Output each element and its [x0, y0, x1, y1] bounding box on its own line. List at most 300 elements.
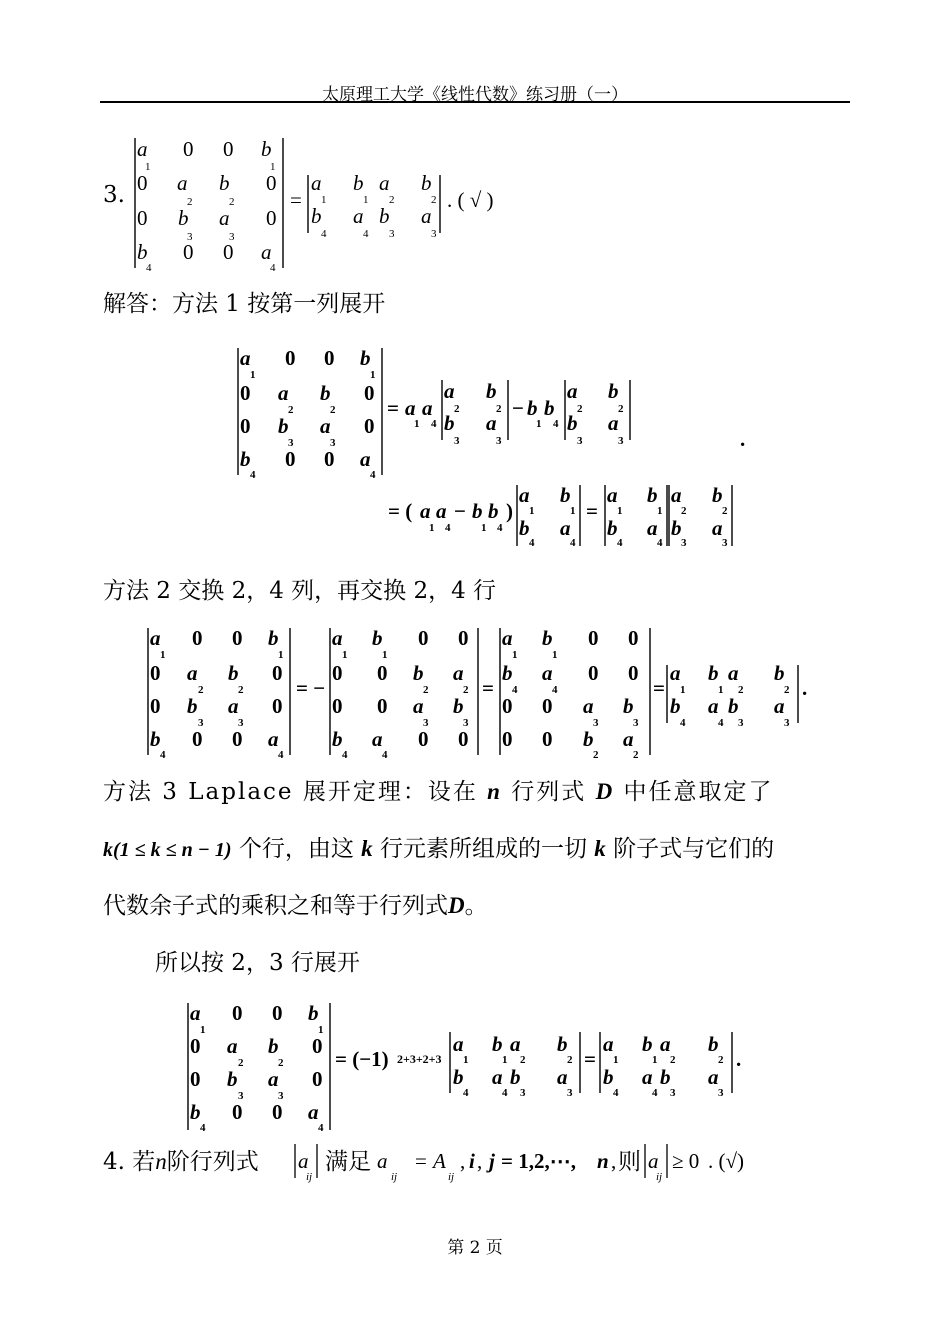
svg-text:0: 0	[542, 727, 553, 751]
svg-text:i: i	[469, 1149, 475, 1173]
svg-text:b: b	[567, 411, 578, 435]
svg-text:b: b	[519, 516, 530, 540]
svg-text:a: a	[413, 694, 424, 718]
svg-text:4: 4	[318, 1122, 324, 1134]
svg-text:4: 4	[363, 228, 369, 240]
svg-text:1: 1	[502, 1054, 508, 1066]
svg-text:b: b	[671, 516, 682, 540]
svg-text:1: 1	[657, 505, 663, 517]
svg-text:0: 0	[223, 240, 234, 264]
solution-method-1: 解答：方法 1 按第一列展开	[103, 291, 386, 317]
svg-text:b: b	[219, 171, 230, 195]
svg-text:b: b	[510, 1065, 521, 1089]
svg-text:4: 4	[570, 537, 576, 549]
svg-text:a: a	[177, 171, 188, 195]
svg-text:b: b	[178, 206, 189, 230]
svg-text:a: a	[519, 483, 530, 507]
svg-text:b: b	[268, 1034, 279, 1058]
svg-text:b: b	[227, 1067, 238, 1091]
svg-text:0: 0	[312, 1067, 323, 1091]
solution-method-2: 方法 2 交换 2，4 列，再交换 2，4 行	[103, 578, 497, 604]
svg-text:a: a	[642, 1065, 653, 1089]
svg-text:ij: ij	[306, 1171, 313, 1183]
svg-text:b: b	[379, 204, 390, 228]
svg-text:b: b	[137, 240, 148, 264]
svg-text:3: 3	[670, 1087, 676, 1099]
svg-text:1: 1	[278, 649, 284, 661]
svg-text:b: b	[603, 1065, 614, 1089]
svg-text:2: 2	[496, 403, 502, 415]
svg-text:4: 4	[529, 537, 535, 549]
svg-text:a: a	[379, 171, 390, 195]
svg-text:3: 3	[618, 435, 624, 447]
svg-text:a: a	[377, 1149, 388, 1173]
svg-text:a: a	[421, 204, 432, 228]
svg-text:0: 0	[240, 381, 251, 405]
svg-text:b: b	[311, 204, 322, 228]
svg-text:a: a	[320, 414, 331, 438]
problem-4-n: n	[155, 1149, 167, 1174]
svg-text:4: 4	[370, 469, 376, 480]
svg-text:b: b	[607, 516, 618, 540]
method-3-line-3	[103, 887, 488, 920]
problem-4-lead: 4. 若	[103, 1149, 156, 1175]
svg-text:3: 3	[278, 1090, 284, 1102]
method-3-text-2b: 个行，由这	[238, 836, 354, 862]
svg-text:ij: ij	[391, 1171, 398, 1183]
svg-text:b: b	[413, 661, 424, 685]
svg-text:b: b	[647, 483, 658, 507]
svg-text:b: b	[268, 626, 279, 650]
method-3-line-4: 所以按 2，3 行展开	[155, 950, 360, 976]
svg-text:b: b	[560, 483, 571, 507]
svg-text:0: 0	[377, 661, 388, 685]
method-2-equation	[140, 620, 820, 760]
method-3-text-2d: 阶子式与它们的	[613, 836, 775, 862]
svg-text:b: b	[320, 381, 331, 405]
svg-text:0: 0	[332, 661, 343, 685]
svg-text:a: a	[708, 694, 719, 718]
svg-text:a: a	[268, 727, 279, 751]
svg-text:a: a	[360, 447, 371, 471]
problem-3-number: 3.	[103, 182, 125, 208]
svg-text:0: 0	[183, 137, 194, 161]
svg-text:a: a	[420, 499, 431, 523]
svg-text:b: b	[708, 661, 719, 685]
svg-text:b: b	[278, 414, 289, 438]
svg-text:0: 0	[628, 626, 639, 650]
svg-text:2: 2	[330, 404, 336, 416]
method-3-text-3-end: 。	[464, 893, 488, 919]
svg-text:2: 2	[577, 403, 583, 415]
svg-text:a: a	[542, 661, 553, 685]
svg-text:4: 4	[278, 749, 284, 760]
svg-text:4: 4	[160, 749, 166, 760]
svg-text:a: a	[648, 1149, 659, 1173]
problem-4	[103, 1143, 259, 1176]
svg-text:a: a	[453, 1032, 464, 1056]
svg-text:−: −	[454, 499, 466, 523]
svg-text:1: 1	[481, 522, 487, 534]
svg-text:2: 2	[431, 194, 437, 206]
svg-text:a: a	[712, 516, 723, 540]
problem-4-math-1	[292, 1140, 322, 1185]
svg-text:3: 3	[718, 1087, 724, 1099]
svg-text:0: 0	[223, 137, 234, 161]
svg-text:1: 1	[250, 369, 256, 381]
svg-text:1: 1	[145, 161, 151, 173]
method-1-equation-line-2	[380, 480, 750, 550]
problem-4-mid2: 满足	[325, 1149, 371, 1175]
svg-text:1: 1	[429, 522, 435, 534]
var-d: D	[595, 779, 615, 804]
svg-text:a: a	[422, 396, 433, 420]
svg-text:0: 0	[150, 661, 161, 685]
svg-text:1: 1	[200, 1024, 206, 1036]
svg-text:a: a	[137, 137, 148, 161]
svg-text:b: b	[557, 1032, 568, 1056]
problem-4-tail	[618, 1143, 641, 1176]
svg-text:2: 2	[520, 1054, 526, 1066]
svg-text:ij: ij	[656, 1171, 663, 1183]
problem-4-then: 则	[618, 1149, 641, 1175]
svg-text:b: b	[190, 1100, 201, 1124]
problem-4-math-3	[640, 1140, 800, 1185]
svg-text:a: a	[510, 1032, 521, 1056]
svg-text:a: a	[268, 1067, 279, 1091]
svg-text:1: 1	[342, 649, 348, 661]
svg-text:=: =	[415, 1149, 427, 1173]
svg-text:1: 1	[463, 1054, 469, 1066]
svg-text:3: 3	[187, 231, 193, 243]
svg-text:a: a	[492, 1065, 503, 1089]
svg-text:0: 0	[332, 694, 343, 718]
svg-text:4: 4	[680, 717, 686, 729]
svg-text:3: 3	[330, 437, 336, 449]
svg-text:1: 1	[529, 505, 535, 517]
k-range: k(1 ≤ k ≤ n − 1)	[103, 839, 232, 861]
svg-text:2: 2	[738, 684, 744, 696]
svg-text:0: 0	[418, 727, 429, 751]
svg-text:2: 2	[593, 749, 599, 760]
method-3-text-c: 中任意取定了	[623, 779, 774, 805]
svg-text:0: 0	[232, 1001, 243, 1025]
svg-text:0: 0	[285, 447, 296, 471]
svg-text:b: b	[623, 694, 634, 718]
svg-text:,: ,	[460, 1149, 466, 1173]
svg-text:1: 1	[318, 1024, 324, 1036]
svg-text:1: 1	[680, 684, 686, 696]
svg-text:1: 1	[382, 649, 388, 661]
svg-text:j: j	[489, 1149, 495, 1173]
svg-text:=: =	[584, 1047, 596, 1071]
problem-3-equation	[125, 130, 585, 275]
svg-text:4: 4	[321, 228, 327, 240]
method-1-equation-line-1	[230, 340, 760, 480]
svg-text:2: 2	[618, 403, 624, 415]
svg-text:0: 0	[458, 626, 469, 650]
svg-text:4: 4	[270, 262, 276, 274]
svg-text:0: 0	[190, 1034, 201, 1058]
svg-text:0: 0	[502, 694, 513, 718]
svg-text:a: a	[607, 483, 618, 507]
svg-text:2: 2	[229, 196, 235, 208]
svg-text:a: a	[240, 346, 251, 370]
svg-text:.: .	[802, 676, 808, 700]
var-k-2: k	[594, 836, 606, 861]
svg-text:0: 0	[364, 381, 375, 405]
svg-text:2: 2	[187, 196, 193, 208]
svg-text:4: 4	[718, 717, 724, 729]
svg-text:0: 0	[377, 694, 388, 718]
svg-text:b: b	[708, 1032, 719, 1056]
svg-text:a: a	[278, 381, 289, 405]
svg-text:=: =	[290, 188, 302, 212]
svg-text:b: b	[472, 499, 483, 523]
svg-text:b: b	[608, 379, 619, 403]
svg-text:a: a	[228, 694, 239, 718]
svg-text:a: a	[436, 499, 447, 523]
svg-text:0: 0	[232, 626, 243, 650]
svg-text:a: a	[332, 626, 343, 650]
svg-text:0: 0	[628, 661, 639, 685]
svg-text:0: 0	[190, 1067, 201, 1091]
svg-text:1: 1	[718, 684, 724, 696]
svg-text:3: 3	[593, 717, 599, 729]
svg-text:3: 3	[784, 717, 790, 729]
method-3-line-2	[103, 830, 774, 863]
svg-text:,: ,	[611, 1149, 617, 1173]
svg-text:a: a	[405, 396, 416, 420]
svg-text:0: 0	[364, 414, 375, 438]
svg-text:2: 2	[198, 684, 204, 696]
svg-text:a: a	[219, 206, 230, 230]
svg-text:0: 0	[324, 346, 335, 370]
svg-text:b: b	[542, 626, 553, 650]
svg-text:n: n	[597, 1149, 609, 1173]
method-3-text-b: 行列式	[511, 779, 587, 805]
svg-text:3: 3	[288, 437, 294, 449]
var-d-2: D	[448, 893, 465, 918]
svg-text:3: 3	[577, 435, 583, 447]
svg-text:b: b	[660, 1065, 671, 1089]
svg-text:a: a	[708, 1065, 719, 1089]
svg-text:a: a	[150, 626, 161, 650]
svg-text:4: 4	[652, 1087, 658, 1099]
svg-text:2: 2	[463, 684, 469, 696]
svg-text:= −: = −	[296, 676, 326, 700]
svg-text:2: 2	[288, 404, 294, 416]
svg-text:3: 3	[229, 231, 235, 243]
svg-text:0: 0	[588, 626, 599, 650]
svg-text:2: 2	[238, 1057, 244, 1069]
svg-text:1: 1	[552, 649, 558, 661]
svg-text:a: a	[608, 411, 619, 435]
svg-text:0: 0	[418, 626, 429, 650]
svg-text:0: 0	[502, 727, 513, 751]
svg-text:b: b	[502, 661, 513, 685]
svg-text:2: 2	[278, 1057, 284, 1069]
svg-text:3: 3	[633, 717, 639, 729]
svg-text:4: 4	[382, 749, 388, 760]
svg-text:4: 4	[617, 537, 623, 549]
svg-text:0: 0	[272, 661, 283, 685]
problem-4-mid1: 阶行列式	[166, 1149, 259, 1175]
svg-text:2: 2	[389, 194, 395, 206]
svg-text:a: a	[187, 661, 198, 685]
svg-text:3: 3	[238, 1090, 244, 1102]
svg-text:0: 0	[150, 694, 161, 718]
svg-text:a: a	[560, 516, 571, 540]
svg-text:4: 4	[502, 1087, 508, 1099]
method-3-text-2c: 行元素所组成的一切	[379, 836, 587, 862]
svg-text:a: a	[298, 1149, 309, 1173]
svg-text:1: 1	[270, 161, 276, 173]
svg-text:1: 1	[363, 194, 369, 206]
svg-text:b: b	[453, 694, 464, 718]
svg-text:3: 3	[423, 717, 429, 729]
svg-text:a: a	[453, 661, 464, 685]
svg-text:a: a	[308, 1100, 319, 1124]
svg-text:0: 0	[183, 240, 194, 264]
svg-text:2: 2	[423, 684, 429, 696]
svg-text:=: =	[387, 396, 399, 420]
svg-text:= (−1): = (−1)	[335, 1047, 389, 1071]
svg-text:ij: ij	[448, 1171, 455, 1183]
svg-text:a: a	[227, 1034, 238, 1058]
svg-text:b: b	[492, 1032, 503, 1056]
svg-text:b: b	[444, 411, 455, 435]
svg-text:1: 1	[160, 649, 166, 661]
svg-text:4: 4	[146, 262, 152, 274]
svg-text:1: 1	[321, 194, 327, 206]
svg-text:a: a	[261, 240, 272, 264]
svg-text:0: 0	[458, 727, 469, 751]
svg-text:3: 3	[463, 717, 469, 729]
svg-text:0: 0	[137, 171, 148, 195]
svg-text:b: b	[360, 346, 371, 370]
method-3-intro: 方法 3 Laplace 展开定理：设在	[103, 779, 478, 805]
method-3-equation	[180, 995, 760, 1135]
svg-text:2+3+2+3: 2+3+2+3	[397, 1052, 442, 1066]
svg-text:b: b	[187, 694, 198, 718]
svg-text:a: a	[557, 1065, 568, 1089]
svg-text:b: b	[642, 1032, 653, 1056]
svg-text:4: 4	[657, 537, 663, 549]
svg-text:a: a	[774, 694, 785, 718]
svg-text:0: 0	[266, 171, 277, 195]
svg-text:4: 4	[342, 749, 348, 760]
svg-text:4: 4	[613, 1087, 619, 1099]
svg-text:0: 0	[192, 727, 203, 751]
svg-text:2: 2	[784, 684, 790, 696]
svg-text:2: 2	[567, 1054, 573, 1066]
svg-text:b: b	[486, 379, 497, 403]
svg-text:b: b	[488, 499, 499, 523]
var-n: n	[487, 779, 502, 804]
svg-text:.: .	[736, 1047, 742, 1071]
svg-text:3: 3	[389, 228, 395, 240]
svg-text:b: b	[332, 727, 343, 751]
svg-text:0: 0	[137, 206, 148, 230]
svg-text:a: a	[444, 379, 455, 403]
svg-text:0: 0	[588, 661, 599, 685]
svg-text:a: a	[311, 171, 322, 195]
svg-text:a: a	[671, 483, 682, 507]
svg-text:0: 0	[192, 626, 203, 650]
page-header: 太原理工大学《线性代数》练习册（一）	[322, 85, 628, 105]
svg-text:2: 2	[681, 505, 687, 517]
svg-text:b: b	[372, 626, 383, 650]
svg-text:3: 3	[567, 1087, 573, 1099]
svg-text:a: a	[670, 661, 681, 685]
svg-text:4: 4	[512, 684, 518, 696]
svg-text:=: =	[653, 676, 665, 700]
svg-text:1: 1	[414, 418, 420, 430]
svg-text:): )	[506, 499, 513, 523]
svg-text:2: 2	[722, 505, 728, 517]
svg-text:1: 1	[536, 418, 542, 430]
svg-text:b: b	[150, 727, 161, 751]
svg-text:b: b	[308, 1001, 319, 1025]
svg-text:4: 4	[553, 418, 559, 430]
svg-text:3: 3	[198, 717, 204, 729]
svg-text:0: 0	[232, 727, 243, 751]
svg-text:A: A	[433, 1149, 446, 1173]
svg-text:b: b	[774, 661, 785, 685]
svg-text:,: ,	[477, 1149, 483, 1173]
svg-text:b: b	[670, 694, 681, 718]
svg-text:4: 4	[497, 522, 503, 534]
svg-text:3: 3	[738, 717, 744, 729]
svg-text:0: 0	[266, 206, 277, 230]
svg-text:−: −	[512, 396, 524, 420]
svg-text:1: 1	[652, 1054, 658, 1066]
svg-text:a: a	[603, 1032, 614, 1056]
svg-text:2: 2	[454, 403, 460, 415]
method-3-text-3: 代数余子式的乘积之和等于行列式	[103, 893, 448, 919]
svg-text:3: 3	[722, 537, 728, 549]
svg-text:b: b	[728, 694, 739, 718]
problem-4-answer: . (√)	[708, 1149, 745, 1173]
svg-text:a: a	[567, 379, 578, 403]
svg-text:a: a	[502, 626, 513, 650]
svg-text:= (: = (	[388, 499, 413, 523]
svg-text:b: b	[544, 396, 555, 420]
svg-text:0: 0	[272, 1001, 283, 1025]
svg-text:a: a	[486, 411, 497, 435]
svg-text:0: 0	[285, 346, 296, 370]
svg-text:= 1,2,⋯,: = 1,2,⋯,	[501, 1149, 576, 1173]
svg-text:.: .	[740, 427, 746, 451]
problem-3-answer: . ( √ )	[447, 188, 494, 212]
svg-text:0: 0	[312, 1034, 323, 1058]
svg-text:0: 0	[232, 1100, 243, 1124]
svg-text:4: 4	[431, 418, 437, 430]
svg-text:4: 4	[445, 522, 451, 534]
svg-text:a: a	[647, 516, 658, 540]
svg-text:1: 1	[617, 505, 623, 517]
svg-text:=: =	[482, 676, 494, 700]
svg-text:2: 2	[718, 1054, 724, 1066]
svg-text:1: 1	[570, 505, 576, 517]
svg-text:4: 4	[463, 1087, 469, 1099]
svg-text:0: 0	[542, 694, 553, 718]
svg-text:4: 4	[552, 684, 558, 696]
var-k-1: k	[361, 836, 373, 861]
method-3-line-1	[103, 773, 774, 806]
svg-text:a: a	[190, 1001, 201, 1025]
